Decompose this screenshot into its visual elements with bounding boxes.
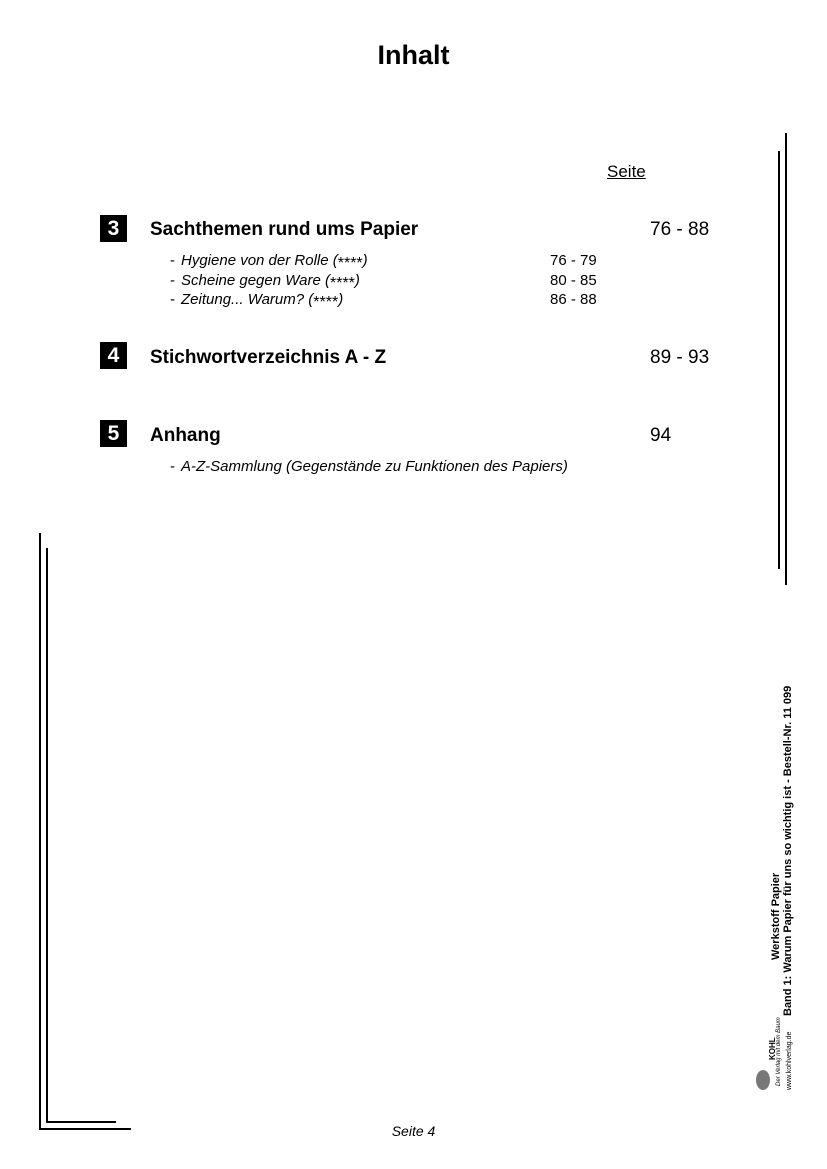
page-footer: Seite 4 (391, 1123, 436, 1139)
difficulty-stars: **** (329, 275, 355, 292)
border-line-right-inner (778, 151, 780, 569)
section-pages-3: 76 - 88 (650, 219, 710, 240)
book-volume-order: Band 1: Warum Papier für uns so wichtig ist - Bestell-Nr. 11 099 (782, 685, 794, 1016)
section-pages-5: 94 (650, 425, 672, 446)
section-number-3: 3 (100, 215, 127, 242)
dash: - (170, 458, 175, 475)
toc-item: - Scheine gegen Ware (****) (170, 272, 360, 292)
section-title-4: Stichwortverzeichnis A - Z (150, 347, 387, 368)
publisher-tagline: Der Verlag mit dem Baum (776, 1017, 782, 1086)
dash: - (170, 252, 175, 269)
toc-item-pages: 80 - 85 (550, 272, 597, 289)
book-series-title: Werkstoff Papier (770, 872, 782, 960)
page-title: Inhalt (377, 40, 450, 70)
dash: - (170, 272, 175, 289)
section-pages-4: 89 - 93 (650, 347, 710, 368)
dash: - (170, 291, 175, 308)
publisher-url: www.kohlverlag.de (786, 1031, 793, 1090)
toc-item: - A-Z-Sammlung (Gegenstände zu Funktionen des Papiers) (170, 458, 568, 475)
difficulty-stars: **** (313, 294, 339, 311)
section-number-4: 4 (100, 342, 127, 369)
toc-item-pages: 86 - 88 (550, 291, 597, 308)
toc-item: - Zeitung... Warum? (****) (170, 291, 344, 311)
seite-column-header: Seite (607, 162, 646, 181)
publisher-sidebar (738, 640, 798, 1090)
toc-item: - Hygiene von der Rolle (****) (170, 252, 368, 272)
section-number-5: 5 (100, 420, 127, 447)
border-line-right-outer (785, 133, 787, 585)
difficulty-stars: **** (337, 255, 363, 272)
tree-logo-icon (756, 1070, 770, 1090)
border-line-left-inner (46, 548, 48, 1123)
toc-item-pages: 76 - 79 (550, 252, 597, 269)
section-title-3: Sachthemen rund ums Papier (150, 219, 419, 240)
section-title-5: Anhang (150, 425, 221, 446)
border-line-left-outer (39, 533, 41, 1130)
publisher-brand: KOHL (768, 1037, 777, 1060)
